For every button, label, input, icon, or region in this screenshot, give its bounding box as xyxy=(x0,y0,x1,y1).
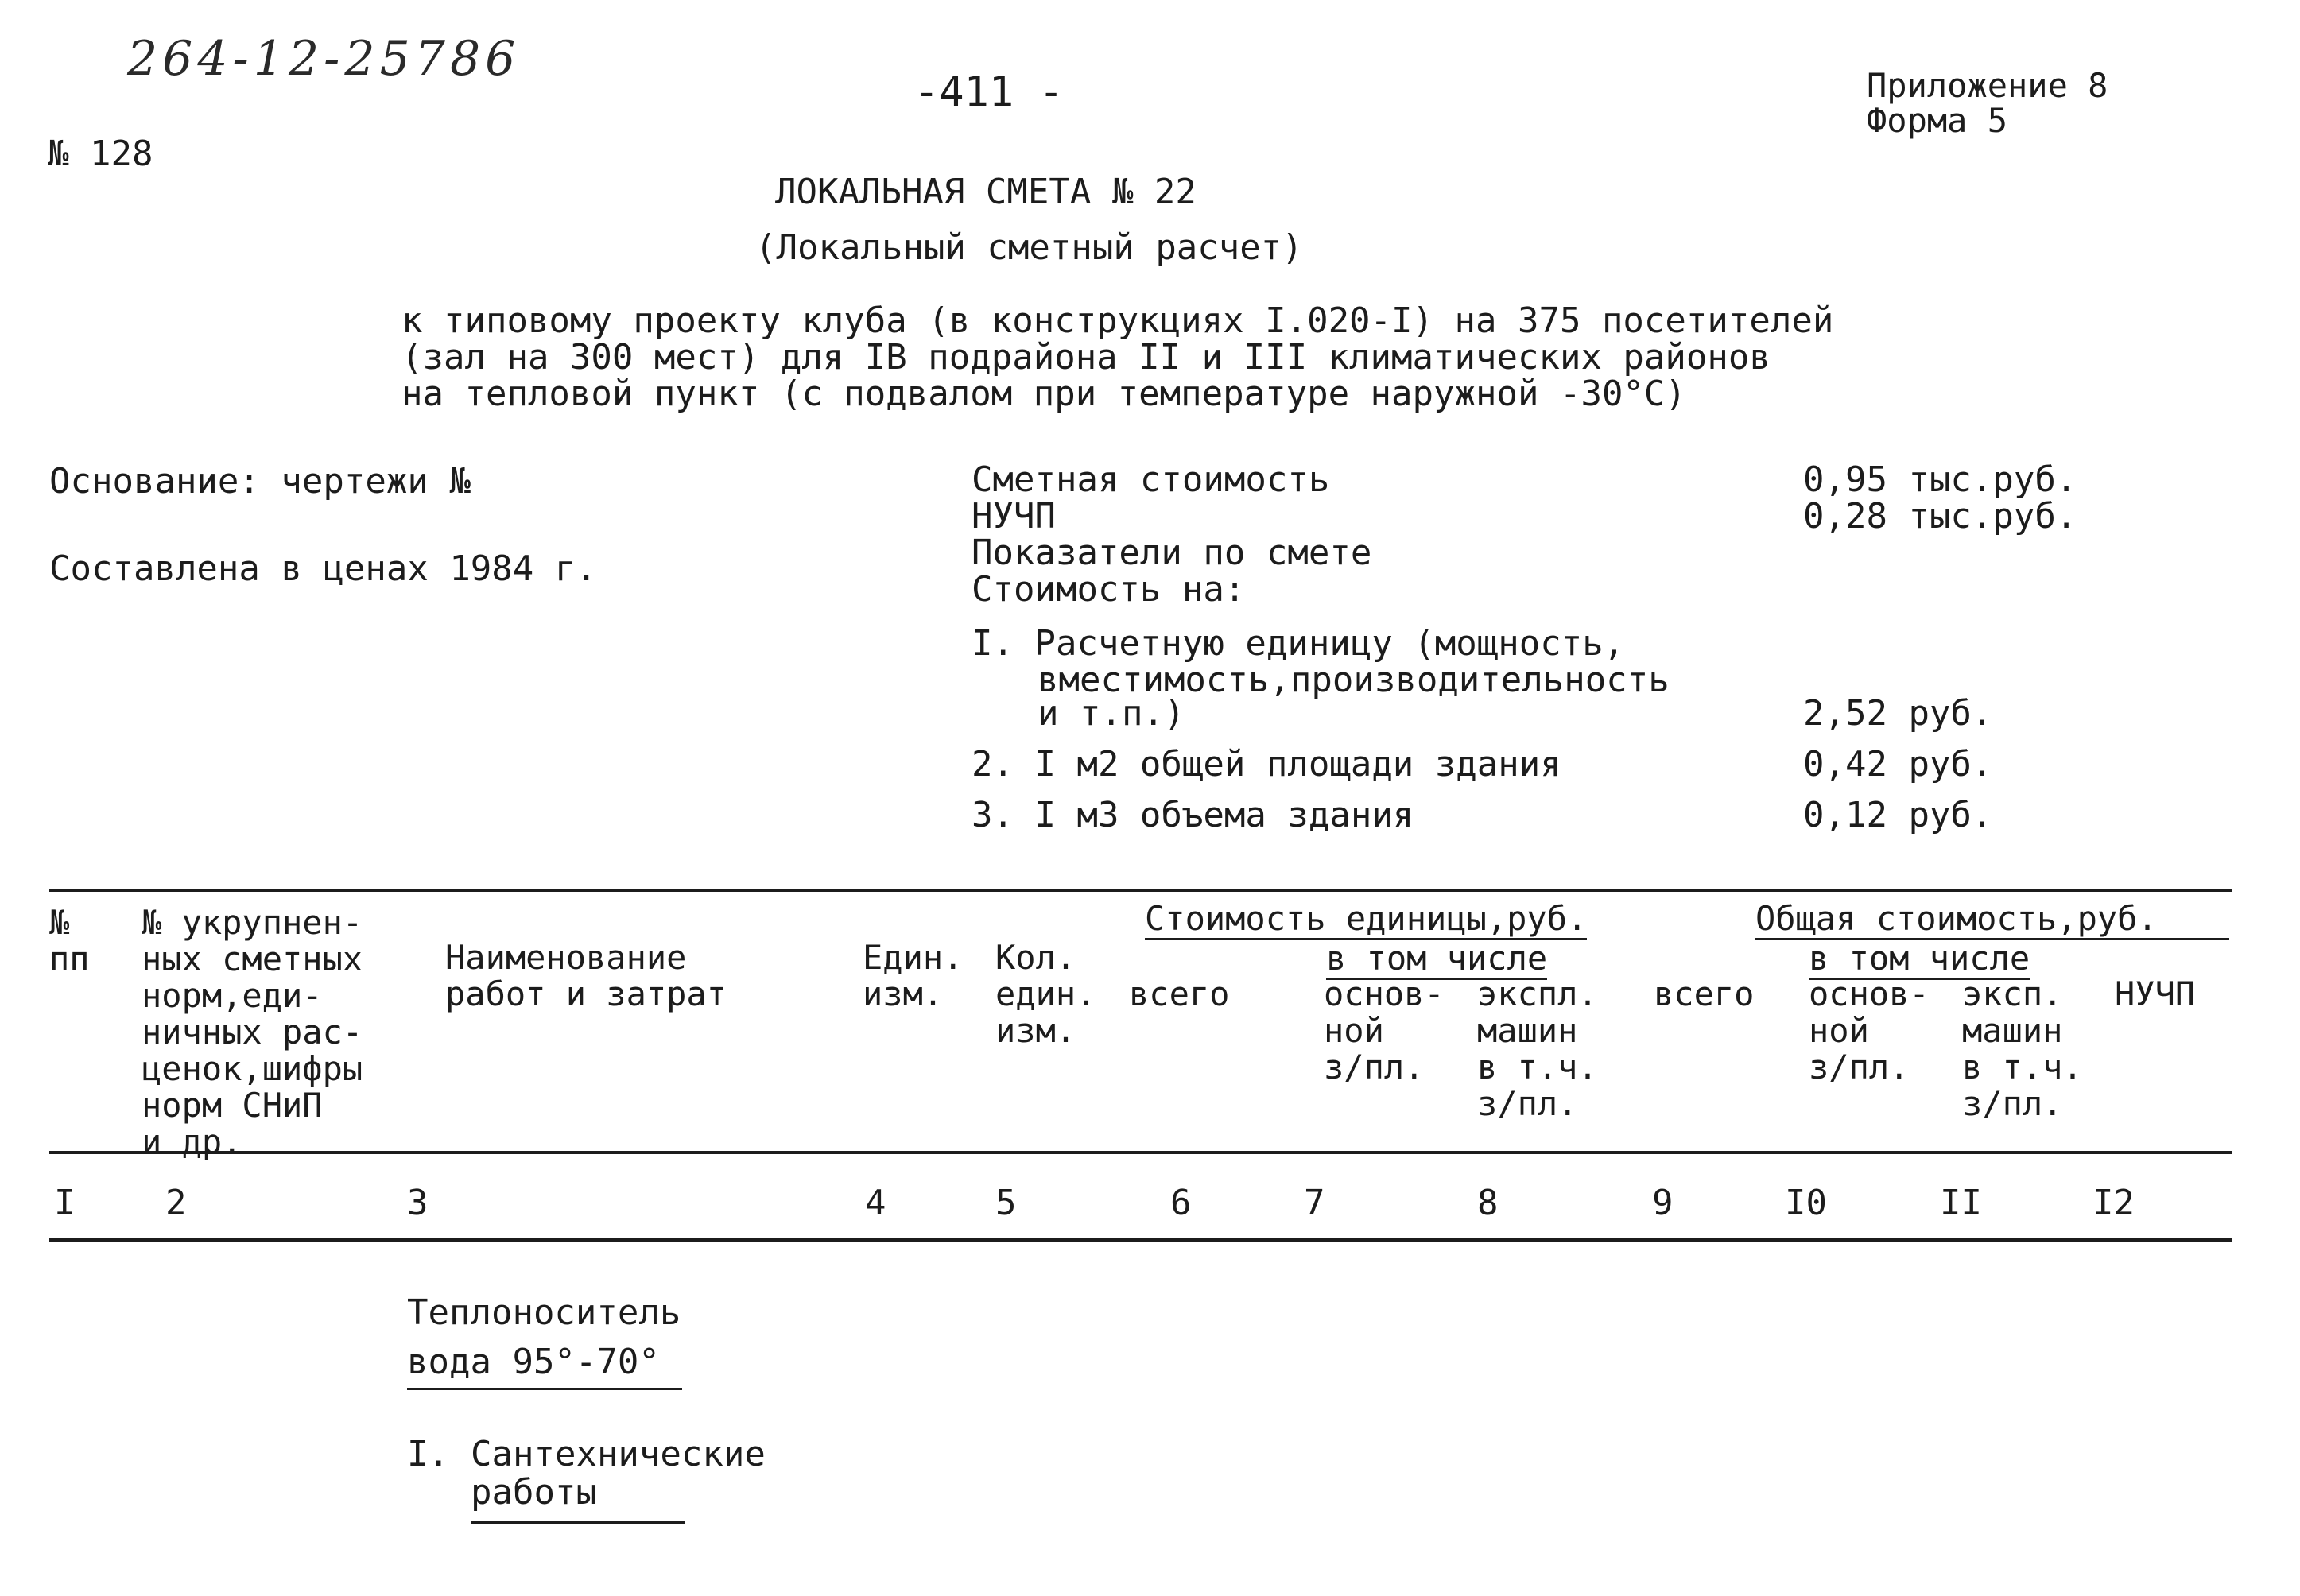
total-cost-group-header: Общая стоимость,руб. xyxy=(1755,900,2229,940)
col-header-nuchp: НУЧП xyxy=(2115,974,2196,1013)
col-header-total-machines: эксп. машин в т.ч. з/пл. xyxy=(1962,974,2083,1123)
section-title-line-1: Сантехнические xyxy=(471,1434,766,1474)
col-header-number: № пп xyxy=(49,903,90,978)
form-label: Форма 5 xyxy=(1867,101,2008,140)
nuchp-label: НУЧП xyxy=(972,496,1056,537)
heat-carrier-label: Теплоноситель xyxy=(407,1292,681,1333)
unit-cost-group-header: Стоимость единицы,руб. xyxy=(1145,900,1587,940)
appendix-label: Приложение 8 xyxy=(1867,66,2108,105)
sheet-number: № 128 xyxy=(48,134,153,174)
water-temperature: вода 95°-70° xyxy=(407,1343,682,1390)
col-header-unit-base-wage: основ- ной з/пл. xyxy=(1324,974,1445,1087)
indicator-1-value: 2,52 руб. xyxy=(1803,693,1993,734)
indicator-1-line-3: и т.п.) xyxy=(1038,693,1185,734)
col-number: 9 xyxy=(1652,1183,1674,1223)
indicator-3-label: 3. I м3 объема здания xyxy=(972,795,1414,835)
indicator-1-line-1: I. Расчетную единицу (мощность, xyxy=(972,623,1625,664)
description-line-3: на тепловой пункт (с подвалом при температуре наружной -30°С) xyxy=(401,374,1686,414)
table-top-rule xyxy=(49,889,2232,892)
basis-prices: Составлена в ценах 1984 г. xyxy=(49,548,597,589)
page-number: -411 - xyxy=(914,68,1064,116)
col-number: I0 xyxy=(1785,1183,1827,1223)
document-subtitle: (Локальный сметный расчет) xyxy=(755,227,1303,268)
col-number: 6 xyxy=(1170,1183,1192,1223)
col-number: 4 xyxy=(865,1183,886,1223)
col-header-unit: Един. изм. xyxy=(863,938,964,1013)
basis-drawings: Основание: чертежи № xyxy=(49,461,471,502)
description-line-1: к типовому проекту клуба (в конструкциях I.020-I) на 375 посетителей xyxy=(401,300,1834,341)
col-number: 5 xyxy=(995,1183,1017,1223)
col-number: II xyxy=(1940,1183,1982,1223)
indicator-2-value: 0,42 руб. xyxy=(1803,744,1993,784)
indicator-3-value: 0,12 руб. xyxy=(1803,795,1993,835)
col-header-norm-code: № укрупнен- ных сметных норм,еди- ничных рас- ценок,шифры норм СНиП и др. xyxy=(142,903,363,1161)
col-number: 8 xyxy=(1477,1183,1499,1223)
col-number: I xyxy=(54,1183,76,1223)
cost-per-heading: Стоимость на: xyxy=(972,569,1246,610)
table-header-rule xyxy=(49,1151,2232,1154)
unit-cost-including: в том числе xyxy=(1326,939,1547,980)
indicator-1-line-2: вместимость,производительность xyxy=(1038,660,1670,700)
col-header-unit-total: всего xyxy=(1129,974,1230,1013)
handwritten-number: 264-12-25786 xyxy=(127,31,521,87)
description-line-2: (зал на 300 мест) для IB подрайона II и III климатических районов xyxy=(401,337,1771,378)
document-title: ЛОКАЛЬНАЯ СМЕТА № 22 xyxy=(775,172,1197,212)
col-number: 2 xyxy=(165,1183,187,1223)
col-header-total: всего xyxy=(1654,974,1755,1013)
indicators-heading: Показатели по смете xyxy=(972,533,1372,573)
col-header-total-base-wage: основ- ной з/пл. xyxy=(1809,974,1930,1087)
col-header-quantity: Кол. един. изм. xyxy=(995,938,1096,1050)
estimated-cost-value: 0,95 тыс.руб. xyxy=(1803,459,2077,500)
col-number: 3 xyxy=(407,1183,429,1223)
section-title-line-2: работы xyxy=(471,1474,685,1524)
section-number: I. xyxy=(407,1434,449,1474)
indicator-2-label: 2. I м2 общей площади здания xyxy=(972,744,1561,784)
nuchp-value: 0,28 тыс.руб. xyxy=(1803,496,2077,537)
col-header-work-name: Наименование работ и затрат xyxy=(445,938,727,1013)
col-header-unit-machines: экспл. машин в т.ч. з/пл. xyxy=(1477,974,1598,1123)
col-number: I2 xyxy=(2092,1183,2135,1223)
col-number: 7 xyxy=(1304,1183,1325,1223)
estimated-cost-label: Сметная стоимость xyxy=(972,459,1330,500)
total-cost-including: в том числе xyxy=(1809,939,2030,980)
table-numbers-rule xyxy=(49,1238,2232,1242)
